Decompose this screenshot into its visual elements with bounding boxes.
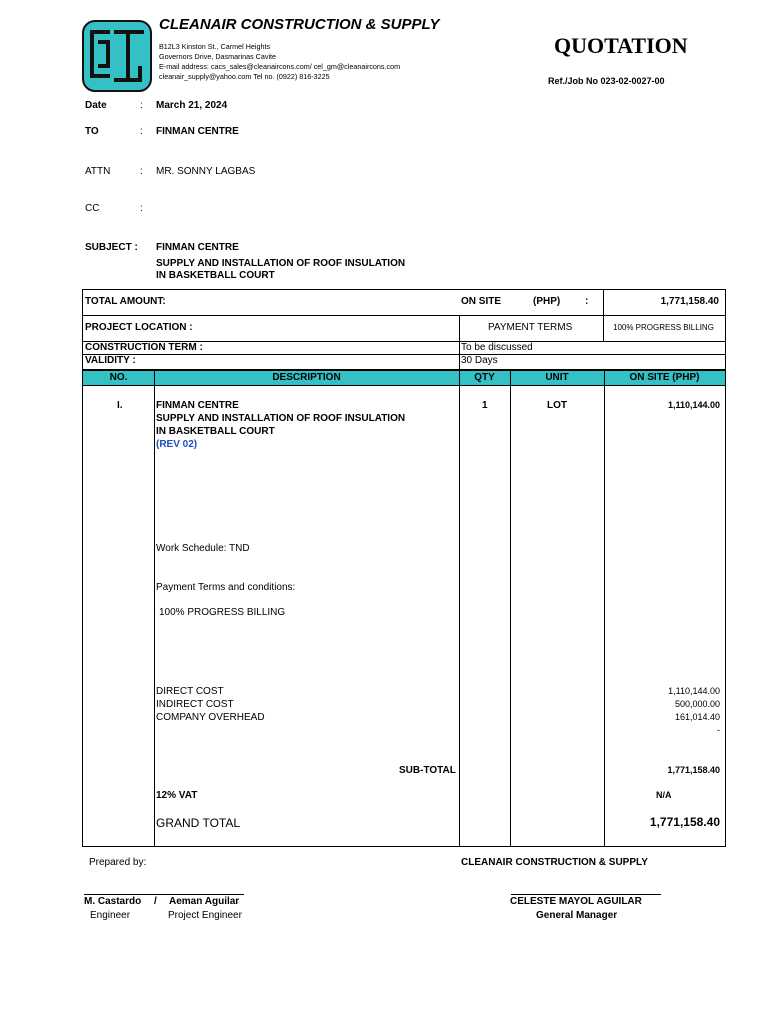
company-email-line: E-mail address: cacs_sales@cleanaircons.com/ cel_gm@cleanaircons.com	[159, 62, 401, 71]
attn-value: MR. SONNY LAGBAS	[156, 166, 256, 177]
item-amount: 1,110,144.00	[667, 400, 720, 410]
construction-term-value: To be discussed	[461, 342, 533, 353]
company-address-line: B12L3 Kinston St., Carmel Heights	[159, 42, 271, 51]
project-location-label: PROJECT LOCATION :	[85, 322, 193, 333]
summary-colon: :	[585, 296, 589, 307]
payment-terms-title: Payment Terms and conditions:	[156, 582, 296, 593]
header-unit: UNIT	[545, 372, 569, 383]
header-qty: QTY	[474, 372, 495, 383]
cc-label: CC	[85, 203, 100, 214]
subject-line: IN BASKETBALL COURT	[156, 270, 275, 281]
total-amount-label: TOTAL AMOUNT:	[85, 296, 166, 307]
item-description-line: IN BASKETBALL COURT	[156, 426, 275, 437]
company-overhead-label: COMPANY OVERHEAD	[156, 712, 265, 723]
attn-colon: :	[140, 166, 143, 177]
to-value: FINMAN CENTRE	[156, 126, 239, 137]
grand-total-label: GRAND TOTAL	[156, 816, 241, 830]
document-title: QUOTATION	[554, 33, 688, 58]
preparer1-title: Engineer	[90, 910, 131, 921]
summary-box	[82, 289, 726, 370]
subtotal-label: SUB-TOTAL	[399, 765, 456, 776]
item-description-line: SUPPLY AND INSTALLATION OF ROOF INSULATION	[156, 413, 406, 424]
preparer1-name: M. Castardo	[84, 896, 142, 907]
cost-dash: -	[717, 725, 720, 735]
reference-number: Ref./Job No 023-02-0027-00	[548, 76, 665, 86]
to-colon: :	[140, 126, 143, 137]
vat-label: 12% VAT	[156, 790, 198, 801]
company-address-line: Governors Drive, Dasmarinas Cavite	[159, 52, 277, 61]
total-amount-value: 1,771,158.40	[660, 296, 719, 307]
footer-company-name: CLEANAIR CONSTRUCTION & SUPPLY	[461, 857, 648, 868]
preparer2-title: Project Engineer	[168, 910, 242, 921]
signatory-name: CELESTE MAYOL AGUILAR	[510, 896, 642, 907]
to-label: TO	[85, 126, 99, 137]
date-label: Date	[85, 100, 107, 111]
subject-line: FINMAN CENTRE	[156, 242, 239, 253]
subtotal-value: 1,771,158.40	[667, 765, 720, 775]
preparer-separator: /	[154, 896, 157, 907]
direct-cost-value: 1,110,144.00	[668, 686, 720, 696]
cc-colon: :	[140, 203, 143, 214]
date-value: March 21, 2024	[156, 100, 228, 111]
header-on-site: ON SITE (PHP)	[629, 372, 700, 383]
currency-label: (PHP)	[533, 296, 561, 307]
work-schedule: Work Schedule: TND	[156, 543, 250, 554]
company-overhead-value: 161,014.40	[674, 712, 720, 722]
item-revision: (REV 02)	[156, 439, 198, 450]
attn-label: ATTN	[85, 166, 111, 177]
vat-value: N/A	[656, 790, 672, 800]
company-contact-line: cleanair_supply@yahoo.com Tel no. (0922) 816-3225	[159, 72, 330, 81]
subject-line: SUPPLY AND INSTALLATION OF ROOF INSULATION	[156, 258, 406, 269]
payment-terms-value: 100% PROGRESS BILLING	[613, 323, 714, 332]
validity-label: VALIDITY :	[85, 355, 136, 366]
quotation-items-table	[82, 369, 726, 847]
prepared-by-label: Prepared by:	[89, 857, 147, 868]
preparer2-name: Aeman Aguilar	[169, 896, 240, 907]
direct-cost-label: DIRECT COST	[156, 686, 224, 697]
on-site-label: ON SITE	[461, 296, 502, 307]
item-qty: 1	[482, 400, 488, 411]
subject-label: SUBJECT :	[85, 242, 138, 253]
header-description: DESCRIPTION	[272, 372, 341, 383]
indirect-cost-value: 500,000.00	[674, 699, 720, 709]
item-number: I.	[117, 400, 123, 411]
company-logo	[82, 20, 152, 92]
item-description-line: FINMAN CENTRE	[156, 400, 239, 411]
item-unit: LOT	[547, 400, 567, 411]
header-no: NO.	[109, 372, 128, 383]
table-header-row	[83, 371, 725, 386]
date-colon: :	[140, 100, 143, 111]
payment-terms-label: PAYMENT TERMS	[488, 322, 573, 333]
manager-signature-line	[511, 894, 661, 895]
preparer-signature-line	[84, 894, 244, 895]
company-name: CLEANAIR CONSTRUCTION & SUPPLY	[159, 16, 440, 33]
construction-term-label: CONSTRUCTION TERM :	[85, 342, 203, 353]
signatory-title: General Manager	[536, 910, 618, 921]
grand-total-value: 1,771,158.40	[649, 815, 720, 829]
validity-value: 30 Days	[461, 355, 498, 366]
indirect-cost-label: INDIRECT COST	[156, 699, 234, 710]
payment-terms-text: 100% PROGRESS BILLING	[159, 607, 286, 618]
